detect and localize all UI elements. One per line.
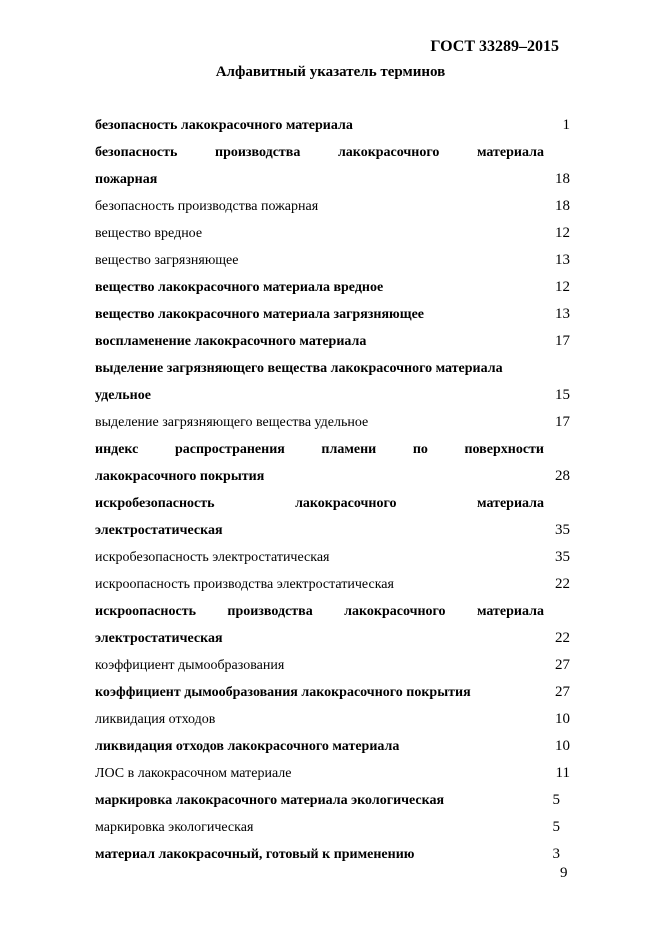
- index-entry: [95, 302, 570, 329]
- entry-word: лакокрасочного: [337, 145, 440, 160]
- entry-word: производства: [215, 145, 301, 160]
- index-entry-line: [95, 437, 570, 464]
- index-entry-line: [95, 599, 570, 626]
- index-entry: [95, 113, 570, 140]
- index-entry: [95, 545, 570, 572]
- index-entry-line: [95, 491, 570, 518]
- entry-word: лакокрасочного: [344, 604, 446, 619]
- entry-word: материала: [476, 604, 544, 619]
- entry-page: 10: [555, 738, 570, 754]
- entry-word: пламени: [321, 442, 377, 457]
- index-entry: [95, 167, 570, 194]
- entry-term: вещество загрязняющее: [95, 253, 239, 268]
- index-entry-line: [95, 356, 570, 383]
- entry-word: поверхности: [464, 442, 544, 457]
- entry-term: коэффициент дымообразования: [95, 658, 285, 673]
- index-entry: [95, 815, 570, 842]
- entry-page: 35: [555, 549, 570, 565]
- index-entry: [95, 221, 570, 248]
- entry-term: маркировка лакокрасочного материала экологическая: [95, 793, 445, 808]
- index-entry: [95, 410, 570, 437]
- entry-word: искробезопасность: [95, 496, 215, 511]
- index-entry: [95, 680, 570, 707]
- index-entry: [95, 653, 570, 680]
- entry-page: 17: [555, 333, 570, 349]
- entry-word: распространения: [174, 442, 285, 457]
- index-entry: [95, 626, 570, 653]
- entry-term: маркировка экологическая: [95, 820, 254, 835]
- entry-term: выделение загрязняющего вещества удельное: [95, 415, 369, 430]
- entry-term: вещество вредное: [95, 226, 203, 241]
- entry-page: 35: [555, 522, 570, 538]
- entry-word: по: [412, 442, 428, 457]
- entry-page: 18: [555, 198, 570, 214]
- entry-page: 17: [555, 414, 570, 430]
- entry-page: 12: [555, 225, 570, 241]
- entry-page: 5: [552, 819, 560, 835]
- entry-word: безопасность: [95, 145, 178, 160]
- index-entry-line: [95, 140, 570, 167]
- entry-word: лакокрасочного: [295, 496, 397, 511]
- entry-term: коэффициент дымообразования лакокрасочного покрытия: [95, 685, 471, 700]
- entry-page: 22: [555, 630, 570, 646]
- entry-term-justified: [95, 604, 544, 620]
- index-entry: [95, 194, 570, 221]
- index-entry: [95, 788, 570, 815]
- page-title: Алфавитный указатель терминов: [215, 64, 446, 80]
- entry-term-line: выделение загрязняющего вещества лакокрасочного материала: [95, 361, 503, 376]
- entry-word: индекс: [95, 442, 139, 457]
- entry-page: 11: [555, 765, 570, 781]
- page-number: 9: [560, 865, 568, 881]
- entry-term: ЛОС в лакокрасочном материале: [95, 766, 292, 781]
- entry-page: 3: [552, 846, 560, 862]
- entry-term: удельное: [95, 388, 151, 403]
- index-entry: [95, 572, 570, 599]
- index-entry: [95, 842, 570, 869]
- index-entry: [95, 734, 570, 761]
- entry-word: производства: [227, 604, 313, 619]
- entry-term: вещество лакокрасочного материала загрязняющее: [95, 307, 424, 322]
- entry-page: 5: [552, 792, 560, 808]
- entry-term: вещество лакокрасочного материала вредное: [95, 280, 384, 295]
- entry-term: воспламенение лакокрасочного материала: [95, 334, 367, 349]
- entry-page: 12: [555, 279, 570, 295]
- index-entry: [95, 275, 570, 302]
- entry-term: электростатическая: [95, 631, 223, 646]
- entry-term-justified: [95, 145, 544, 161]
- standard-number: ГОСТ 33289–2015: [430, 38, 559, 55]
- index-entry: [95, 383, 570, 410]
- index-entry: [95, 248, 570, 275]
- entry-page: 27: [555, 657, 570, 673]
- entry-term: лакокрасочного покрытия: [95, 469, 265, 484]
- entry-term: пожарная: [95, 172, 158, 187]
- entry-term: материал лакокрасочный, готовый к применению: [95, 847, 415, 862]
- entry-word: материала: [476, 145, 544, 160]
- entry-page: 22: [555, 576, 570, 592]
- entry-word: материала: [477, 496, 544, 511]
- entry-word: искроопасность: [95, 604, 196, 619]
- entry-page: 13: [555, 306, 570, 322]
- entry-term: ликвидация отходов лакокрасочного материала: [95, 739, 400, 754]
- entry-term: безопасность производства пожарная: [95, 199, 319, 214]
- index-entry: [95, 518, 570, 545]
- index-entry: [95, 761, 570, 788]
- entry-page: 10: [555, 711, 570, 727]
- entry-page: 27: [555, 684, 570, 700]
- entry-term: искробезопасность электростатическая: [95, 550, 330, 565]
- index-entry: [95, 707, 570, 734]
- entry-page: 1: [562, 117, 570, 133]
- term-index: [95, 113, 570, 869]
- entry-page: 15: [555, 387, 570, 403]
- entry-page: 18: [555, 171, 570, 187]
- entry-page: 13: [555, 252, 570, 268]
- entry-term: электростатическая: [95, 523, 223, 538]
- entry-term: искроопасность производства электростатическая: [95, 577, 394, 592]
- entry-term-justified: [95, 442, 544, 458]
- entry-term: безопасность лакокрасочного материала: [95, 118, 353, 133]
- entry-term: ликвидация отходов: [95, 712, 216, 727]
- index-entry: [95, 329, 570, 356]
- index-entry: [95, 464, 570, 491]
- entry-page: 28: [555, 468, 570, 484]
- entry-term-justified: [95, 496, 544, 512]
